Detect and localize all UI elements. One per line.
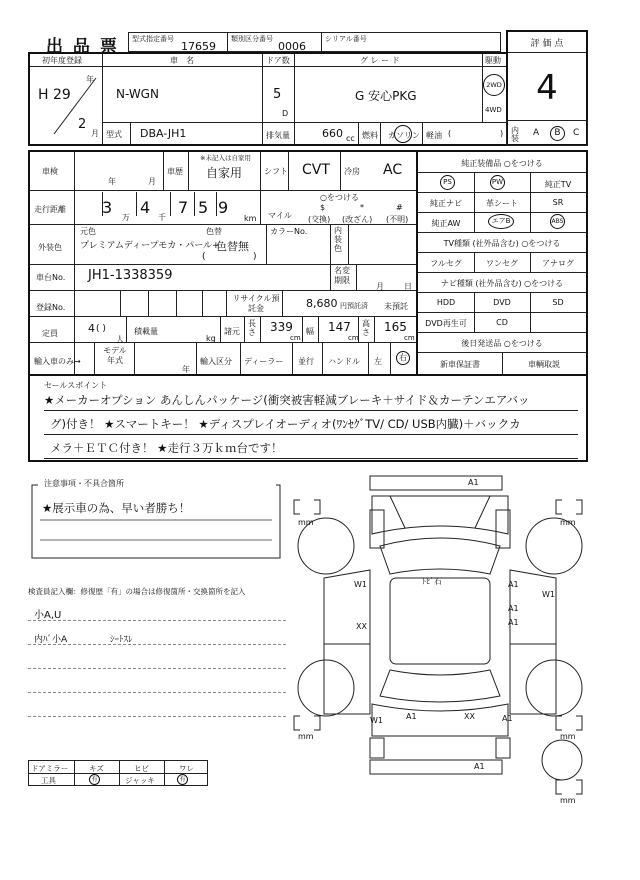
serial-label: シリアル番号 bbox=[325, 35, 367, 43]
mark-right-fender: W1 bbox=[542, 590, 555, 599]
drive-2wd: 2WD bbox=[483, 74, 505, 96]
car-name: N-WGN bbox=[116, 87, 159, 101]
capacity: 4 bbox=[88, 322, 95, 335]
first-reg-month: 2 bbox=[78, 117, 87, 132]
score-label: 評 価 点 bbox=[530, 39, 564, 49]
basic-info: 初年度登録 年 H 29 2 月 車 名 N-WGN 型式 DBA-JH1 ドア数 5 D 排気量 660 cc 燃料 ガソリン 軽油 ( ) グ レ ー ド G 安心PKG 駆動 2WD 4WD bbox=[28, 52, 508, 146]
category-label: 類別区分番号 bbox=[231, 35, 273, 43]
sales-line-2: グ)付き！ ★スマートキー！ ★ディスプレイオーディオ(ﾜﾝｾｸﾞTV/ CD/ USB内臓)＋バックカ bbox=[50, 417, 521, 431]
category-value: 0006 bbox=[278, 40, 306, 53]
fuel-diesel: 軽油 bbox=[426, 131, 442, 140]
fuel-gasoline: ガソリン bbox=[388, 131, 420, 140]
history-value: 自家用 bbox=[206, 166, 243, 180]
mark-left-rear: W1 bbox=[370, 716, 383, 725]
type-spec-box bbox=[128, 32, 228, 52]
fuel-label: 燃料 bbox=[362, 131, 378, 140]
length: 339 bbox=[270, 320, 293, 334]
width: 147 bbox=[328, 320, 351, 334]
mark-rear-right: A1 bbox=[502, 714, 513, 723]
first-reg-divider bbox=[50, 76, 98, 136]
car-name-label: 車 名 bbox=[170, 56, 194, 65]
option-pw: PW bbox=[490, 175, 505, 190]
first-reg-label: 初年度登録 bbox=[42, 56, 82, 65]
serial-box bbox=[321, 32, 501, 52]
height: 165 bbox=[384, 320, 407, 334]
color-change: 色替無 bbox=[216, 240, 249, 253]
mark-rear-bumper: A1 bbox=[474, 762, 485, 771]
inspector-line-1: 小A,U bbox=[34, 610, 62, 621]
mark-front-bumper: A1 bbox=[468, 478, 479, 487]
fuel-gasoline-circle bbox=[394, 125, 412, 143]
detail-info: 車検 年 月 車歴 ※未記入は自家用 自家用 シフト CVT 冷房 AC 走行距離 3 万 4 千 7 5 9 km ○をつける マイル $ (交換) * (改ざん) # (不明) 外装色 元色 色替 プレミアムディープモカ・パール+ 色替無 ( ) カラーNo. 内装色 車台No. JH1-1338359 名変期限 月 日 登録No. リサイクル預託金 8,680 円預託済 未預託 定員 4 ( ) 人 積載量 kg 諸元 長さ 339 cm 幅 147 cm 高さ 165 cm 輸入車のみ→ モデル年式 年 輸入区分 ディーラー 並行 ハンドル 左 右 bbox=[28, 150, 418, 376]
doors-value: 5 bbox=[273, 87, 282, 102]
form-title: 出 品 票 bbox=[46, 37, 119, 57]
mark-rear-center: XX bbox=[464, 712, 475, 721]
option-airbag: エアB bbox=[488, 214, 514, 229]
shift-value: CVT bbox=[302, 162, 330, 178]
recycle-fee: 8,680 bbox=[306, 297, 338, 310]
mark-left-door: XX bbox=[356, 622, 367, 631]
tools-table: ドアミラー キズ ヒビ ワレ 工具 有 ジャッキ 有 bbox=[28, 760, 208, 786]
mark-windshield: ﾄﾋﾞ石 bbox=[422, 577, 442, 586]
category-box bbox=[227, 32, 322, 52]
displacement-label: 排気量 bbox=[266, 131, 290, 140]
diagram-labels: mm mm mm mm mm A1 A1 ﾄﾋﾞ石 W1 A1 W1 A1 XX A1 W1 A1 XX A1 bbox=[298, 478, 576, 805]
jack-present: 有 bbox=[177, 774, 188, 785]
handle-right: 右 bbox=[396, 351, 410, 365]
grade-label: グ レ ー ド bbox=[360, 56, 400, 65]
displacement-value: 660 bbox=[322, 127, 343, 140]
vin: JH1-1338359 bbox=[88, 268, 173, 283]
exterior-color: プレミアムディープモカ・パール+ bbox=[80, 241, 220, 251]
sales-line-1: ★メーカーオプション あんしんパッケージ(衝突被害軽減ブレーキ＋サイド＆カーテンエアバッ bbox=[44, 393, 530, 407]
mark-right-front: A1 bbox=[508, 580, 519, 589]
notes-bracket bbox=[28, 480, 284, 562]
option-abs: ABS bbox=[550, 214, 565, 229]
sales-points: セールスポイント ★メーカーオプション あんしんパッケージ(衝突被害軽減ブレーキ＋サイド＆カーテンエアバッ グ)付き！ ★スマートキー！ ★ディスプレイオーディオ(ﾜﾝｾｸﾞTV/ CD/ USB内臓)＋バックカ メラ＋ＥＴＣ付き！ ★走行３万ｋｍ台です！ bbox=[28, 374, 588, 462]
type-spec-value: 17659 bbox=[181, 40, 216, 53]
grade-value: G 安心PKG bbox=[355, 89, 417, 103]
model-value: DBA-JH1 bbox=[140, 127, 187, 140]
model-label: 型式 bbox=[106, 130, 122, 139]
options-panel: 純正装備品 ○をつける PS PW 純正TV 純正ナビ 革シート SR 純正AW エアB ABS TV種類 (社外品含む) ○をつける フルセグ ワンセグ アナログ ナビ種類 (社外品含む) ○をつける HDD DVD SD DVD再生可 CD 後日発送品 ○をつける 新車保証書 車輌取説 bbox=[416, 150, 588, 376]
tool-present: 有 bbox=[89, 774, 100, 785]
interior-grade: 内装 A B C bbox=[506, 120, 588, 146]
type-spec-label: 型式指定番号 bbox=[132, 35, 174, 43]
doors-label: ドア数 bbox=[266, 56, 290, 65]
notes-text: ★展示車の為、早い者勝ち！ bbox=[42, 501, 191, 515]
drive-label: 駆動 bbox=[485, 56, 501, 65]
score-value: 4 bbox=[536, 68, 558, 108]
mark-right-rear-door: A1 bbox=[508, 618, 519, 627]
drive-4wd: 4WD bbox=[485, 106, 502, 114]
first-reg-year: H 29 bbox=[38, 87, 71, 103]
ac-value: AC bbox=[383, 162, 403, 178]
inspector-line-2: 内ﾊﾞ小A bbox=[34, 635, 68, 645]
mark-right-door: A1 bbox=[508, 604, 519, 613]
interior-grade-b: B bbox=[550, 126, 565, 141]
mark-rear-left: A1 bbox=[406, 712, 417, 721]
option-ps: PS bbox=[440, 175, 455, 190]
notes-section: 注意事項・不具合箇所 ★展示車の為、早い者勝ち！ 検査員記入欄：修復歴「有」の場合は修復箇所・交換箇所を記入 小A,U 内ﾊﾞ小A ｼｰﾄｽﾚ bbox=[28, 478, 288, 738]
header bbox=[28, 30, 588, 57]
inspector-line-2b: ｼｰﾄｽﾚ bbox=[110, 635, 133, 645]
sales-line-3: メラ＋ＥＴＣ付き！ ★走行３万ｋｍ台です！ bbox=[50, 441, 283, 455]
mark-left-front: W1 bbox=[354, 580, 367, 589]
